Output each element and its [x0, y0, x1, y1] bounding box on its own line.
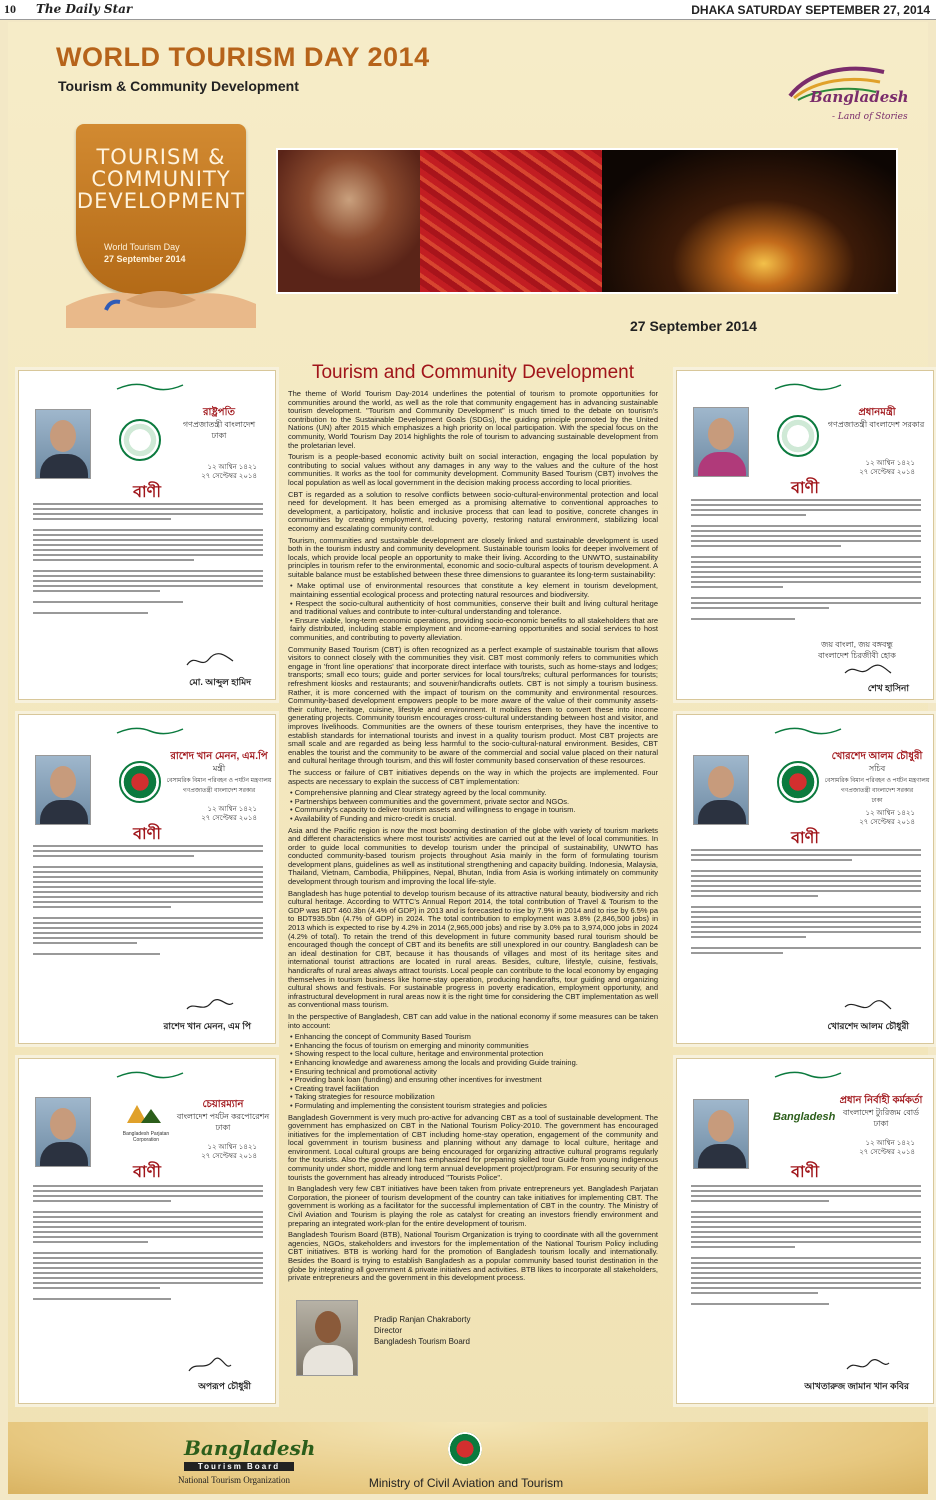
card-role: সচিব — [868, 764, 886, 773]
card-role: মন্ত্রী — [212, 764, 226, 773]
photo-bonfire-dance — [602, 150, 896, 292]
card-title: রাষ্ট্রপতি — [203, 407, 235, 418]
article-paragraph: Tourism is a people-based economic activity built on social interaction, engaging the local population by contributing to social values without any damages in any way to the values and the culture of the host communities. It works as the tool for community development. Community Based Tourism (CBT) involves the local population as well as local government in the decision making process according to local priorities. — [288, 452, 658, 487]
list-item: • Enhancing the concept of Community Based Tourism — [290, 1033, 658, 1042]
brand-name: Bangladesh — [810, 88, 909, 106]
article-paragraph: Community Based Tourism (CBT) is often recognized as a perfect example of sustainable tourism that allows visitors to connect closely with the communities they visit. CBT most commonly refers to communities which engage in 'front line operations' that incorporate direct interface with tourists, such as home-stays and lodges; transports; small eco tours; guide and porter services for local tours/treks; cultural performances for tourists; refreshment kiosks and restaurants; and souvenir/handicrafts outlets. CBT is not simply a tourism business. Rather, it is more concerned with the impact of tourism on the community and environmental resources. Community-based development empowers people to be more aware of the value of their community assets- their culture, heritage, cuisine, lifestyle and environment. It mobilizes them to convert these into income generating projects. Community tourism encourages cross-cultural understanding between host and visitor, and improves livelihoods. Communities are the owners of these tourism enterprises, they have the incentive to establish standards for international tourists and invest in a quality tourism product. Most CBT projects are small scale and are regarded as being less harmful to the socio-cultural-natural environment. Besides, CBT enables the tourist and the community to be aware of the commercial and social value placed on their natural and cultural heritage through tourism, and this will foster community based conservation of these resources. — [288, 644, 658, 766]
list-item: • Make optimal use of environmental resources that constitute a key element in tourism development, maintaining essential ecological process and protecting natural resources and biodiversity. — [290, 582, 658, 599]
card-title: খোরশেদ আলম চৌধুরী — [831, 751, 923, 762]
card-text — [33, 503, 263, 617]
card-logo-text: Bangladesh Parjatan Corporation — [122, 1131, 170, 1143]
card-text — [691, 1185, 921, 1308]
article-paragraph: Tourism, communities and sustainable development are closely linked and sustainable development is used both in the tourism industry and community development. Sustainable tourism looks for deeper involvement of locals, which provide local people an opportunity to make their living. According to the UNWTO, sustainability principles in tourism refer to the environmental, economic and socio-cultural aspects of tourism development. A suitable balance must be established between these three dimensions to guarantee its long-term sustainability: — [288, 535, 658, 579]
card-date: ১২ আশ্বিন ১৪২১ ২৭ সেপ্টেম্বর ২০১৪ — [859, 460, 915, 476]
card-heading: বাণী — [791, 830, 819, 847]
list-item: • Creating travel facilitation — [290, 1085, 658, 1094]
author-role: Director — [374, 1326, 403, 1335]
sustainability-list — [288, 582, 658, 642]
article-paragraph: Bangladesh Tourism Board (BTB), National Tourism Organization is trying to coordinate with all the government agencies, NGOs, stakeholders and investors for the implementation of the National Tourism Policy including CBT initiatives. BTB is working hard for the promotion of Bangladesh tourism locally and internationally. Besides the Board is trying to establish Bangladesh as a popular community based tourist destination in the globe by integrating all government & private initiatives and activities. BTB likes to incorporate all stakeholders, private entrepreneurs and the government in this development process. — [288, 1230, 658, 1283]
card-ministry: বেসামরিক বিমান পরিবহন ও পর্যটন মন্ত্রণালয় — [824, 778, 930, 784]
tourism-board-name: Bangladesh — [184, 1436, 316, 1460]
card-heading: বাণী — [791, 480, 819, 497]
article-paragraph: In Bangladesh very few CBT initiatives have been taken from private entrepreneurs yet. Bangladesh Parjatan Corporation, the pioneer of tourism development of the country can take initiatives for implementing CBT. The government is working as a facilitator for the successful implementation of CBT in the country. The Ministry of Civil Aviation and Tourism is playing the role as catalyst for creating an investors friendly environment and preparing an integrated work-plan for the entire development of tourism. — [288, 1184, 658, 1228]
card-place: ঢাকা — [873, 1119, 889, 1128]
beautiful-bangladesh-logo — [772, 50, 922, 132]
author-org: Bangladesh Tourism Board — [374, 1337, 470, 1346]
card-title: প্রধানমন্ত্রী — [858, 407, 896, 418]
ministry-name: Ministry of Civil Aviation and Tourism — [368, 1476, 564, 1490]
advertisement-page — [8, 22, 928, 1494]
list-item: • Formulating and implementing the consistent tourism strategies and policies — [290, 1102, 658, 1111]
signature-scribble-icon — [843, 1357, 893, 1375]
card-text — [33, 845, 263, 958]
page-title: WORLD TOURISM DAY 2014 — [56, 42, 430, 72]
message-card-ceo — [676, 1058, 934, 1404]
article-paragraph: Bangladesh has huge potential to develop tourism because of its attractive natural beauty, biodiversity and rich cultural heritage. According to WTTC's Annual Report 2014, the total contribution of Travel & Tourism to the GDP was BDT 460.3bn (4.4% of GDP) in 2013 and is forecasted to rise by 7.9% in 2014 and to rise by 6.5% pa to BDT935.5bn (4.7% of GDP) in 2024. The total contribution to employment was 3.8% (2,846,500 jobs) in 2013 which is expected to rise by 4.2% in 2014 (2,965,000 jobs) and rise by 3.0% pa to 3,974,000 jobs in 2024 (4.2% of total). To retain the trend of this development in future community based rural tourism should be encouraged though the concept of CBT and its benefits are still unexplored in our country. Bangladesh can be an ideal destination for CBT, because it has thousands of villages and most of its heritage sites and international tourist attractions are located in rural areas. Besides, culture, lifestyle, cuisine, festivals, handicrafts of rural areas always attract tourists. Local people can contribute to the local economy by engaging themselves in tourism business like home-stay operation, producing handicrafts, tour guiding and organizing cultural shows and festivals. For sustainable progress in poverty eradication, employment opportunity, and infrastructural development in rural areas now it is the right time for considering the CBT implementation as well as conventional mass tourism. — [288, 888, 658, 1010]
signature-scribble-icon — [185, 997, 235, 1015]
measures-list — [288, 1033, 658, 1110]
card-place: ঢাকা — [871, 798, 883, 804]
dateline: DHAKA SATURDAY SEPTEMBER 27, 2014 — [691, 3, 930, 17]
card-title: রাশেদ খান মেনন, এম.পি — [170, 751, 268, 762]
list-item: • Respect the socio-cultural authenticity of host communities, conserve their built and living cultural heritage and traditional values and contribute to inter-cultural understanding and tolerance. — [290, 600, 658, 617]
author-name: Pradip Ranjan Chakraborty — [374, 1315, 471, 1324]
signature-scribble-icon — [843, 997, 893, 1015]
card-date: ১২ আশ্বিন ১৪২১ ২৭ সেপ্টেম্বর ২০১৪ — [859, 810, 915, 826]
state-seal-icon — [119, 419, 161, 461]
calligraphy-icon — [773, 1069, 843, 1079]
portrait-chairman — [35, 1097, 91, 1167]
photo-chili-field — [420, 150, 602, 292]
signature-scribble-icon — [843, 661, 893, 679]
list-item: • Availability of Funding and micro-credit is crucial. — [290, 815, 658, 824]
card-org: বাংলাদেশ পর্যটন করপোরেশন — [176, 1112, 270, 1121]
handshake-icon — [66, 276, 256, 328]
list-item: • Providing bank loan (funding) and ensuring other incentives for investment — [290, 1076, 658, 1085]
card-org: গণপ্রজাতন্ত্রী বাংলাদেশ — [182, 420, 256, 429]
message-card-prime-minister — [676, 370, 934, 700]
list-item: • Ensuring technical and promotional activity — [290, 1068, 658, 1077]
card-signature: আখতারুজ জামান খান কবির — [804, 1381, 909, 1391]
card-heading: বাণী — [133, 1164, 161, 1181]
photo-weaver — [278, 150, 420, 292]
card-logo-text: Bangladesh — [773, 1111, 836, 1123]
card-title: চেয়ারম্যান — [202, 1099, 244, 1110]
list-item: • Partnerships between communities and the government, private sector and NGOs. — [290, 798, 658, 807]
list-item: • Enhancing the focus of tourism on emerging and minority communities — [290, 1042, 658, 1051]
list-item: • Showing respect to the local culture, heritage and environmental protection — [290, 1050, 658, 1059]
list-item: • Ensure viable, long-term economic operations, providing socio-economic benefits to all stakeholders that are fairly distributed, including stable employment and income-earning opportunities and social services to host communities, and contributing to poverty alleviation. — [290, 617, 658, 643]
card-ministry: বেসামরিক বিমান পরিবহন ও পর্যটন মন্ত্রণালয় — [166, 778, 272, 784]
card-org: গণপ্রজাতন্ত্রী বাংলাদেশ সরকার — [840, 788, 914, 794]
card-closing-2: বাংলাদেশ চিরজীবী হোক — [818, 651, 896, 660]
calligraphy-icon — [773, 725, 843, 735]
article-paragraph: In the perspective of Bangladesh, CBT can add value in the national economy if some measures can be taken into account: — [288, 1011, 658, 1030]
card-place: ঢাকা — [211, 431, 227, 440]
card-org: বাংলাদেশ ট্যুরিজম বোর্ড — [843, 1108, 919, 1117]
card-org: গণপ্রজাতন্ত্রী বাংলাদেশ সরকার — [827, 420, 925, 429]
card-title: প্রধান নির্বাহী কর্মকর্তা — [839, 1095, 923, 1106]
card-signature: রাশেদ খান মেনন, এম পি — [163, 1021, 251, 1031]
card-text — [691, 849, 921, 957]
card-heading: বাণী — [791, 1164, 819, 1181]
feature-article — [288, 362, 658, 1286]
signature-scribble-icon — [185, 651, 235, 669]
government-seal-icon — [777, 761, 819, 803]
government-seal-icon — [448, 1432, 482, 1466]
article-title: Tourism and Community Development — [311, 362, 635, 383]
newspaper-strip — [0, 0, 936, 20]
cbt-success-list — [288, 789, 658, 823]
author-photo — [296, 1300, 358, 1376]
event-emblem — [66, 124, 256, 334]
card-date: ১২ আশ্বিন ১৪২১ ২৭ সেপ্টেম্বর ২০১৪ — [201, 1144, 257, 1160]
emblem-date: 27 September 2014 — [104, 254, 186, 264]
calligraphy-icon — [115, 381, 185, 391]
government-seal-icon — [119, 761, 161, 803]
emblem-shield — [76, 124, 246, 294]
article-paragraph: The success or failure of CBT initiatives depends on the way in which the projects are implemented. Four aspects are necessary to explain the success of CBT implementation: — [288, 767, 658, 786]
card-place: ঢাকা — [215, 1123, 231, 1132]
card-org: গণপ্রজাতন্ত্রী বাংলাদেশ সরকার — [182, 788, 256, 794]
photo-date: 27 September 2014 — [630, 318, 757, 334]
tourism-board-sub: Tourism Board — [184, 1462, 294, 1471]
portrait-president — [35, 409, 91, 479]
page-subtitle: Tourism & Community Development — [58, 78, 299, 94]
card-heading: বাণী — [133, 826, 161, 843]
card-date: ১২ আশ্বিন ১৪২১ ২৭ সেপ্টেম্বর ২০১৪ — [201, 806, 257, 822]
list-item: • Community's capacity to deliver tourism assets and willingness to engage in tourism. — [290, 806, 658, 815]
card-signature: অপরূপ চৌধুরী — [198, 1381, 251, 1391]
card-date: ১২ আশ্বিন ১৪২১ ২৭ সেপ্টেম্বর ২০১৪ — [201, 464, 257, 480]
card-signature: মো. আব্দুল হামিদ — [189, 677, 251, 687]
card-text — [33, 1185, 263, 1303]
brand-tagline: - Land of Stories — [832, 112, 908, 122]
article-paragraph: CBT is regarded as a solution to resolve conflicts between socio-cultural-environmental protection and local need for development. It has been emerged as a promising alternative to conventional approaches to development, a participatory, holistic and inclusive process that can lead to positive, concrete changes in communities by creating employment, reducing poverty, restoring natural environment, stabilizing local economy and escalating community control. — [288, 489, 658, 533]
emblem-text: TOURISM & COMMUNITY DEVELOPMENT — [76, 145, 246, 213]
author-block — [296, 1300, 646, 1378]
portrait-prime-minister — [693, 407, 749, 477]
card-closing-1: জয় বাংলা, জয় বঙ্গবন্ধু — [821, 640, 893, 649]
card-signature: খোরশেদ আলম চৌধুরী — [827, 1021, 909, 1031]
message-card-president — [18, 370, 276, 700]
calligraphy-icon — [115, 1069, 185, 1079]
list-item: • Comprehensive planning and Clear strategy agreed by the local community. — [290, 789, 658, 798]
calligraphy-icon — [773, 381, 843, 391]
state-seal-icon — [777, 415, 819, 457]
signature-scribble-icon — [185, 1357, 235, 1375]
list-item: • Taking strategies for resource mobilization — [290, 1093, 658, 1102]
card-signature: শেখ হাসিনা — [867, 683, 909, 693]
message-card-secretary — [676, 714, 934, 1044]
page-number: 10 — [4, 2, 16, 16]
ministry-block — [356, 1430, 576, 1494]
portrait-secretary — [693, 755, 749, 825]
portrait-minister — [35, 755, 91, 825]
photo-strip — [276, 148, 898, 294]
article-paragraph: Asia and the Pacific region is now the most booming destination of the globe with variety of tourism markets and different characteristics where most tourists' activities are carried out at the level of local communities. In order to guide local communities to develop tourism under the principal of sustainability, UNWTO has conducted community-based tourism projects throughout Asia mainly in the form of formulating tourism development plans, guidelines as well as institutional strengthening and capacity building. Indonesia, Malaysia, Thailand, Vietnam, Cambodia, Philippines, Nepal, Bhutan, India from Asia is working intimately on community development through tourism and improving the local life-style. — [288, 825, 658, 887]
emblem-event: World Tourism Day — [104, 242, 180, 252]
message-card-minister — [18, 714, 276, 1044]
card-text — [691, 499, 921, 623]
card-heading: বাণী — [133, 484, 161, 501]
message-card-chairman — [18, 1058, 276, 1404]
masthead: The Daily Star — [36, 2, 133, 16]
article-paragraph: The theme of World Tourism Day-2014 underlines the potential of tourism to promote opportunities for communities around the world, as well as the role that community engagement has in advancing sustainable tourism development. "Tourism and Community Development" is much timed to the debate on tourism's contribution to the Sustainable Development Goals (SDGs), the guiding principle promoted by the United Nations (UN) after 2015 which emphasizes a high priority on local participation. With the special focus on the community, World Tourism Day 2014 highlights the role of tourism to advancing sustainable development from the proletarian level. — [288, 389, 658, 450]
tourism-board-org: National Tourism Organization — [178, 1475, 291, 1485]
article-paragraph: Bangladesh Government is very much pro-active for advancing CBT as a tool of sustainable development. The government has emphasized on CBT in the National Tourism Policy-2010. The government has encouraged initiatives for the implementation of CBT including home-stay operation, engagement of the community and local government in tourism business and planning without any damage to local culture, heritage and environment. Local cultural groups are being encouraged for organizing attractive cultural programs regularly for the tourists. Also the government has emphasized for preparing skilled tour Guide from young indigenous community under short, middle and long term annual development project/program. For ensuring security of the tourists the government has already introduced "Tourists Police". — [288, 1112, 658, 1182]
calligraphy-icon — [115, 725, 185, 735]
parjatan-logo-icon — [123, 1101, 163, 1127]
list-item: • Enhancing knowledge and awareness among the locals and providing Guide training. — [290, 1059, 658, 1068]
author-credit — [374, 1314, 471, 1347]
card-date: ১২ আশ্বিন ১৪২১ ২৭ সেপ্টেম্বর ২০১৪ — [859, 1140, 915, 1156]
tourism-board-logo — [178, 1432, 316, 1492]
